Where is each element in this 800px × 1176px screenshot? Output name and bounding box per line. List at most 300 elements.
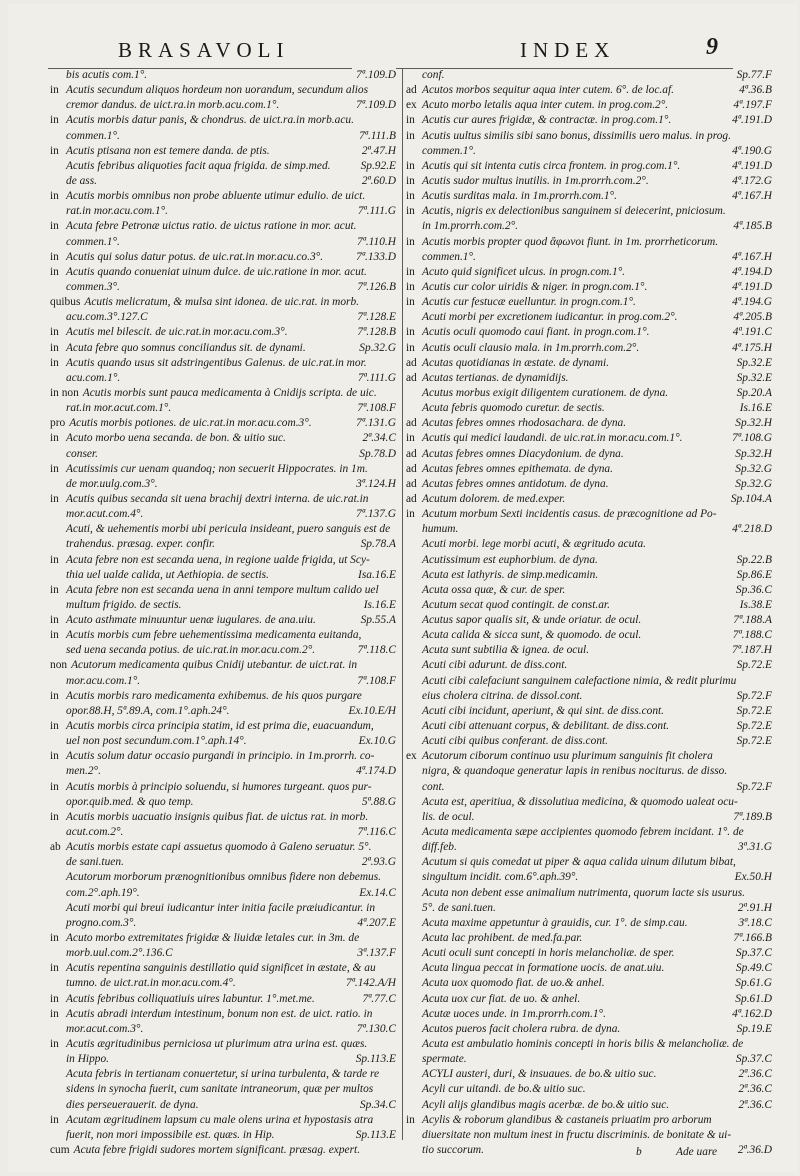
entry-text: Acutum morbum Sexti incidentis casus. de præcognitione ad Po- — [422, 508, 717, 521]
entry-text: tio succorum. — [422, 1143, 485, 1156]
entry-reference: Sp.55.A — [357, 613, 396, 628]
index-entry-line — [50, 113, 396, 128]
entry-reference: 7ª.130.C — [353, 1022, 396, 1037]
index-entry-line — [406, 886, 772, 901]
index-entry-line — [50, 992, 396, 1007]
entry-reference: 7ª.166.B — [729, 931, 772, 946]
entry-text: in 1m.prorrh.com.2°. — [422, 220, 519, 233]
entry-text: conser. — [66, 447, 98, 460]
entry-prefix: in — [50, 629, 59, 642]
entry-text: Acuta uox quomodo fiat. de uo.& anhel. — [422, 977, 605, 990]
signature-mark: b — [636, 1146, 642, 1158]
entry-text: Acutam ægritudinem lapsum cu male olens urina et hypostasis atra — [66, 1113, 374, 1126]
index-entry-line — [406, 810, 772, 825]
entry-prefix: in — [50, 962, 59, 975]
entry-text: thia uel ualde calida, ut Aethiopia. de sectis. — [66, 568, 269, 581]
entry-prefix: in — [50, 190, 59, 203]
entry-text: Acuti, & uehementis morbi ubi pericula insideant, puero sanguis est de — [66, 523, 391, 536]
entry-text: tumno. de uict.rat.in mor.acu.com.4°. — [66, 977, 236, 990]
entry-reference: 4ª.172.G — [728, 174, 772, 189]
entry-text: opor.88.H, 5ª.89.A, com.1°.aph.24°. — [66, 704, 230, 717]
index-entry-line — [406, 1082, 772, 1097]
index-entry-line — [406, 689, 772, 704]
entry-text: Acuto morbo extremitates frigidæ & liuidæ letales cur. in 3m. de — [66, 932, 360, 945]
entry-reference: Sp.36.C — [732, 583, 772, 598]
index-entry-line — [50, 159, 396, 174]
entry-reference: Ex.10.G — [355, 734, 396, 749]
entry-text: Acutos morbos sequitur aqua inter cutem. 6°. de loc.af. — [422, 84, 674, 97]
entry-reference: 2ª.36.C — [734, 1082, 772, 1097]
entry-text: Acutis quando conueniat uinum dulce. de uic.ratione in mor. acut. — [66, 265, 367, 278]
index-entry-line — [50, 1113, 396, 1128]
index-entry-line — [406, 386, 772, 401]
entry-reference: 4ª.162.D — [728, 1007, 772, 1022]
index-entry-line — [406, 477, 772, 492]
index-entry-line — [406, 658, 772, 673]
entry-reference: 7ª.111.G — [354, 204, 396, 219]
index-entry-line — [50, 916, 396, 931]
entry-text: Acutis solum datur occasio purgandi in principio. in 1m.prorrh. co- — [66, 750, 375, 763]
index-entry-line — [406, 946, 772, 961]
entry-prefix: in — [50, 341, 59, 354]
entry-text: Acuta febre frigidi sudores mortem significant. præsag. expert. — [73, 1143, 361, 1156]
entry-reference: 7ª.133.D — [352, 250, 396, 265]
index-entry-line — [50, 1052, 396, 1067]
entry-text: acut.com.2°. — [66, 826, 124, 839]
entry-text: Acutis morbis propter quod ἄφωνοι fiunt. in 1m. prorrheticorum. — [422, 235, 719, 248]
entry-prefix: in — [406, 508, 415, 521]
index-entry-line — [406, 704, 772, 719]
entry-prefix: in — [50, 1007, 59, 1020]
entry-reference: 4ª.191.D — [728, 159, 772, 174]
index-entry-line — [50, 174, 396, 189]
entry-text: Acutis uultus similis sibi sano bonus, dissimilis uero malus. in prog. — [422, 129, 731, 142]
entry-text: Acutum secat quod contingit. de const.ar. — [422, 598, 610, 611]
entry-reference: 2ª.93.G — [358, 855, 396, 870]
entry-reference: Sp.20.A — [733, 386, 772, 401]
index-entry-line — [406, 764, 772, 779]
index-entry-line — [50, 658, 396, 673]
entry-text: Acutis cur festucæ euelluntur. in progn.com.1°. — [422, 296, 636, 309]
entry-text: Acutis qui medici laudandi. de uic.rat.in mor.acu.com.1°. — [422, 432, 683, 445]
entry-reference: 4ª.185.B — [729, 219, 772, 234]
index-entry-line — [406, 780, 772, 795]
index-entry-line — [406, 992, 772, 1007]
entry-reference: Sp.104.A — [727, 492, 772, 507]
catchword: Ade uare — [676, 1146, 718, 1158]
entry-text: rat.in mor.acu.com.1°. — [66, 205, 169, 218]
entry-text: Acylis & roborum glandibus & castaneis priuatim pro arborum — [422, 1113, 712, 1126]
entry-prefix: non — [50, 659, 68, 672]
index-entry-line — [406, 916, 772, 931]
entry-text: Acutas febres omnes Diacydonium. de dyna. — [422, 447, 624, 460]
entry-text: eius cholera citrina. de dissol.cont. — [422, 689, 583, 702]
index-entry-line — [406, 250, 772, 265]
index-entry-line — [50, 840, 396, 855]
entry-text: Acuta est ambulatio hominis concepti in horis bilis & melancholiæ. de — [422, 1038, 744, 1050]
entry-text: lis. de ocul. — [422, 810, 475, 823]
entry-reference: 7ª.189.B — [729, 810, 772, 825]
entry-reference: 4ª.194.G — [728, 295, 772, 310]
entry-text: Acuta febris in tertianam conuertetur, si urina turbulenta, & tarde re — [66, 1068, 380, 1081]
index-entry-line — [50, 250, 396, 265]
entry-text: opor.quib.med. & quo temp. — [66, 795, 194, 808]
index-entry-line — [406, 341, 772, 356]
index-entry-line — [406, 371, 772, 386]
entry-reference: Sp.22.B — [733, 553, 772, 568]
index-entry-line — [50, 1007, 396, 1022]
entry-prefix: ad — [406, 462, 417, 475]
index-entry-line — [50, 68, 396, 83]
entry-text: Acutas febres omnes rhodosachara. de dyna. — [422, 417, 627, 430]
index-entry-line — [406, 870, 772, 885]
index-entry-line — [406, 1037, 772, 1052]
entry-text: dies perseuerauerit. de dyna. — [66, 1098, 199, 1111]
entry-reference: 7ª.187.H — [728, 643, 772, 658]
index-entry-line — [406, 537, 772, 552]
entry-reference: 2ª.47.H — [358, 144, 396, 159]
entry-reference: Is.38.E — [736, 598, 772, 613]
index-entry-line — [406, 1052, 772, 1067]
entry-text: com.2°.aph.19°. — [66, 886, 140, 899]
entry-text: Acutas febres omnes epithemata. de dyna. — [422, 462, 613, 475]
entry-text: Acutis secundum aliquos hordeum non uorandum, secundum alios — [66, 84, 369, 97]
index-entry-line — [50, 749, 396, 764]
entry-text: commen.1°. — [66, 129, 120, 142]
index-entry-line — [50, 204, 396, 219]
entry-text: mor.acut.com.4°. — [66, 508, 144, 521]
index-entry-line — [50, 855, 396, 870]
index-entry-line — [406, 1007, 772, 1022]
entry-text: Acuto morbo uena secanda. de bon. & uitio suc. — [66, 432, 286, 445]
index-entry-line — [406, 68, 772, 83]
entry-prefix: in — [50, 1038, 59, 1050]
index-entry-line — [406, 204, 772, 219]
entry-reference: 7ª.128.E — [353, 310, 396, 325]
entry-text: Acuti cibi calefaciunt sanguinem calefactione nimia, & redit plurimu — [422, 674, 737, 687]
index-entry-line — [406, 719, 772, 734]
index-entry-line — [50, 1128, 396, 1143]
page-number: 9 — [706, 34, 718, 60]
index-entry-line — [50, 447, 396, 462]
entry-prefix: ex — [406, 750, 417, 763]
index-entry-line — [50, 643, 396, 658]
entry-text: Acuta febre non est secanda uena in anni tempore multum calido uel — [66, 583, 379, 596]
index-entry-line — [50, 628, 396, 643]
entry-reference: 7ª.110.H — [353, 235, 396, 250]
index-entry-line — [406, 795, 772, 810]
entry-text: sed uena secanda potius. de uic.rat.in mor.acu.com.2°. — [66, 644, 316, 657]
entry-reference: 7ª.142.A/H — [342, 976, 396, 991]
entry-prefix: in — [406, 205, 415, 218]
index-entry-line — [406, 643, 772, 658]
entry-text: sidens in synocha fuerit, cum sanitate intraneorum, quæ per multos — [66, 1083, 374, 1096]
entry-reference: 3ª.18.C — [734, 916, 772, 931]
entry-reference: Sp.32.E — [733, 356, 772, 371]
entry-reference: 2ª.91.H — [734, 901, 772, 916]
entry-prefix: in — [406, 296, 415, 309]
entry-reference: 7ª.188.C — [729, 628, 772, 643]
entry-reference: 4ª.194.D — [728, 265, 772, 280]
entry-text: Acutæ uoces unde. in 1m.prorrh.com.1°. — [422, 1007, 606, 1020]
index-entry-line — [406, 553, 772, 568]
entry-text: spermate. — [422, 1053, 467, 1066]
entry-text: ACYLI austeri, duri, & insuaues. de bo.& uitio suc. — [422, 1068, 657, 1081]
index-entry-line — [50, 462, 396, 477]
entry-reference: 4ª.207.E — [353, 916, 396, 931]
entry-reference: 3ª.124.H — [352, 477, 396, 492]
entry-reference: 3ª.137.F — [353, 946, 396, 961]
index-entry-line — [50, 764, 396, 779]
index-entry-line — [50, 553, 396, 568]
entry-prefix: in — [50, 689, 59, 702]
entry-prefix: in — [50, 265, 59, 278]
index-entry-line — [406, 522, 772, 537]
entry-prefix: in — [406, 432, 415, 445]
entry-prefix: in — [50, 492, 59, 505]
entry-text: singultum incidit. com.6°.aph.39°. — [422, 871, 579, 884]
index-entry-line — [406, 507, 772, 522]
index-entry-line — [406, 734, 772, 749]
entry-text: de ass. — [66, 174, 98, 187]
entry-text: Acutis repentina sanguinis destillatio quid significet in æstate, & au — [66, 962, 376, 975]
index-entry-line — [406, 492, 772, 507]
index-entry-line — [406, 1022, 772, 1037]
entry-text: Acutis cur color uiridis & niger. in progn.com.1°. — [422, 280, 648, 293]
entry-reference: Sp.37.C — [732, 946, 772, 961]
entry-reference: Sp.61.D — [731, 992, 772, 1007]
entry-prefix: in — [50, 583, 59, 596]
index-entry-line — [406, 749, 772, 764]
index-entry-line — [50, 341, 396, 356]
index-entry-line — [406, 129, 772, 144]
entry-text: trahendus. præsag. exper. confir. — [66, 538, 216, 551]
entry-text: Acutis morbis datur panis, & chondrus. de uict.ra.in morb.acu. — [66, 114, 354, 127]
entry-reference: Sp.32.H — [731, 416, 772, 431]
entry-reference: Sp.32.G — [731, 462, 772, 477]
index-entry-line — [406, 628, 772, 643]
index-entry-line — [406, 674, 772, 689]
entry-reference: Sp.113.E — [352, 1052, 396, 1067]
entry-text: acu.com.3°.127.C — [66, 311, 148, 324]
index-entry-line — [50, 1022, 396, 1037]
entry-reference: Sp.72.E — [733, 734, 772, 749]
entry-prefix: in — [50, 462, 59, 475]
entry-text: bis acutis com.1°. — [66, 69, 148, 81]
entry-text: Acutorum ciborum continuo usu plurimum sanguinis fit cholera — [422, 750, 713, 763]
entry-reference: 5ª.88.G — [358, 795, 396, 810]
index-entry-line — [406, 431, 772, 446]
entry-prefix: ex — [406, 99, 417, 112]
entry-text: Acuta sunt subtilia & ignea. de ocul. — [422, 644, 590, 657]
entry-text: 5°. de sani.tuen. — [422, 901, 496, 914]
entry-text: Acuta lingua peccat in formatione uocis. de anat.uiu. — [422, 962, 665, 975]
entry-text: Acuti cibi incidunt, aperiunt, & qui sint. de diss.cont. — [422, 704, 665, 717]
entry-prefix: in — [406, 159, 415, 172]
index-entry-line — [406, 219, 772, 234]
entry-text: Acuta febre Petronæ uictus ratio. de uictus ratione in mor. acut. — [66, 220, 357, 233]
entry-text: de sani.tuen. — [66, 856, 124, 869]
index-entry-line — [50, 795, 396, 810]
entry-text: Acutis febribus aliquoties facit aqua frigida. de simp.med. — [66, 159, 331, 172]
entry-prefix: ad — [406, 84, 417, 97]
entry-reference: Sp.32.E — [733, 371, 772, 386]
entry-text: morb.uul.com.2°.136.C — [66, 947, 173, 960]
entry-reference: 4ª.36.B — [735, 83, 772, 98]
index-entry-line — [406, 583, 772, 598]
left-column — [50, 68, 396, 1158]
index-entry-line — [406, 1098, 772, 1113]
index-entry-line — [50, 704, 396, 719]
entry-text: nigra, & quandoque generatur lapis in renibus nociturus. de disso. — [422, 765, 728, 778]
entry-prefix: ad — [406, 417, 417, 430]
entry-prefix: in — [50, 780, 59, 793]
index-entry-line — [50, 810, 396, 825]
entry-text: Acuta medicamenta sæpe accipientes quomodo febrem incidant. 1°. de — [422, 826, 744, 839]
entry-text: Acuto asthmate minuuntur uenæ iugulares. de ana.uiu. — [66, 614, 316, 627]
header-title: INDEX — [520, 38, 616, 62]
entry-text: Acutis quando usus sit adstringentibus Galenus. de uic.rat.in mor. — [66, 356, 367, 369]
entry-reference: 3ª.31.G — [734, 840, 772, 855]
entry-text: Acuta est, aperitiua, & dissolutiua medicina, & quomodo ualeat ocu- — [422, 795, 738, 808]
index-entry-line — [50, 371, 396, 386]
index-entry-line — [406, 280, 772, 295]
entry-text: mor.acu.com.1°. — [66, 674, 141, 687]
entry-prefix: in — [50, 114, 59, 127]
entry-text: humum. — [422, 523, 459, 536]
index-entry-line — [50, 522, 396, 537]
entry-text: Acutis mel bilescit. de uic.rat.in mor.acu.com.3°. — [66, 326, 288, 339]
index-entry-line — [406, 265, 772, 280]
entry-text: Acutis morbis circa principia statim, id est prima die, euacuandum, — [66, 720, 374, 733]
entry-reference: 4ª.197.F — [729, 98, 772, 113]
entry-reference: Sp.78.A — [357, 537, 396, 552]
entry-reference: Sp.37.C — [732, 1052, 772, 1067]
entry-prefix: in — [406, 265, 415, 278]
index-entry-line — [406, 931, 772, 946]
entry-prefix: ad — [406, 447, 417, 460]
entry-reference: Sp.113.E — [352, 1128, 396, 1143]
entry-text: Acutis morbis omnibus non probe abluente utimur edulio. de uict. — [66, 190, 366, 203]
entry-reference: 4ª.175.H — [728, 341, 772, 356]
entry-prefix: in — [50, 614, 59, 627]
entry-text: Acutorum medicamenta quibus Cnidij utebantur. de uict.rat. in — [71, 659, 358, 672]
index-entry-line — [50, 280, 396, 295]
index-entry-line — [406, 235, 772, 250]
entry-prefix: in — [50, 356, 59, 369]
entry-text: Acutis ægritudinibus perniciosa ut plurimum atra urina est. quæs. — [66, 1038, 368, 1050]
index-entry-line — [50, 961, 396, 976]
index-entry-line — [50, 98, 396, 113]
index-entry-line — [406, 1143, 772, 1158]
entry-text: Acuta uox cur fiat. de uo. & anhel. — [422, 992, 581, 1005]
entry-reference: 7ª.116.C — [354, 825, 396, 840]
entry-text: Acutis oculi clausio mala. in 1m.prorrh.com.2°. — [422, 341, 640, 354]
entry-prefix: in — [50, 250, 59, 263]
entry-text: diff.feb. — [422, 841, 457, 854]
index-entry-line — [406, 568, 772, 583]
index-entry-line — [50, 946, 396, 961]
index-entry-line — [50, 325, 396, 340]
entry-text: Acutis ptisana non est temere danda. de ptis. — [66, 144, 270, 157]
index-entry-line — [50, 734, 396, 749]
index-entry-line — [50, 295, 396, 310]
entry-reference: Sp.32.H — [731, 447, 772, 462]
entry-prefix: ad — [406, 356, 417, 369]
entry-text: Acutis morbis estate capi assuetus quomodo à Galeno seruatur. 5°. — [66, 841, 372, 854]
entry-text: Acuti morbi per excretionem iudicantur. in prog.com.2°. — [422, 311, 678, 324]
index-entry-line — [406, 1113, 772, 1128]
index-entry-line — [406, 447, 772, 462]
index-entry-line — [50, 931, 396, 946]
entry-text: Acutas quotidianas in æstate. de dynami. — [422, 356, 609, 369]
entry-text: commen.1°. — [422, 250, 476, 263]
index-entry-line — [50, 1098, 396, 1113]
entry-reference: 7ª.131.G — [352, 416, 396, 431]
index-entry-line — [50, 416, 396, 431]
entry-reference: 2ª.36.C — [734, 1098, 772, 1113]
index-entry-line — [406, 1067, 772, 1082]
index-entry-line — [406, 961, 772, 976]
entry-text: Acutis morbis sunt pauca medicamenta à Cnidijs scripta. de uic. — [82, 386, 377, 399]
index-entry-line — [406, 295, 772, 310]
entry-text: in Hippo. — [66, 1053, 110, 1066]
index-entry-line — [50, 477, 396, 492]
entry-text: Acutis qui sit intenta cutis circa frontem. in prog.com.1°. — [422, 159, 681, 172]
index-entry-line — [406, 189, 772, 204]
index-entry-line — [50, 825, 396, 840]
entry-text: Acutis oculi quomodo caui fiant. in progn.com.1°. — [422, 326, 650, 339]
entry-reference: 4ª.218.D — [728, 522, 772, 537]
entry-text: Acutis, nigris ex delectionibus sanguinem si deiecerint, pniciosum. — [422, 205, 726, 218]
entry-text: fuerit, non mori impossibile est. quæs. in Hip. — [66, 1128, 275, 1141]
entry-prefix: in — [406, 235, 415, 248]
entry-reference: 4ª.167.H — [728, 189, 772, 204]
entry-text: Acuta calida & sicca sunt, & quomodo. de ocul. — [422, 629, 642, 642]
entry-text: Acutissimum est euphorbium. de dyna. — [422, 553, 598, 566]
entry-reference: Sp.78.D — [355, 447, 396, 462]
entry-reference: Is.16.E — [736, 401, 772, 416]
index-entry-line — [406, 901, 772, 916]
entry-text: Acuta maxime appetuntur à grauidis, cur. 1°. de simp.cau. — [422, 916, 688, 929]
index-entry-line — [50, 235, 396, 250]
entry-text: Acutos pueros facit cholera rubra. de dyna. — [422, 1022, 621, 1035]
entry-reference: 7ª.126.B — [353, 280, 396, 295]
entry-text: Acutis morbis uacuatio insignis quibus fiat. de uictus rat. in morb. — [66, 810, 369, 823]
entry-reference: 7ª.77.C — [358, 992, 396, 1007]
entry-text: Acuti cibi attenuant corpus, & debilitant. de diss.cont. — [422, 720, 670, 733]
index-entry-line — [406, 401, 772, 416]
entry-reference: 7ª.128.B — [353, 325, 396, 340]
entry-text: Acuta ossa quæ, & cur. de sper. — [422, 583, 566, 596]
entry-reference: 4ª.191.D — [728, 280, 772, 295]
entry-text: Acuta febre non est secanda uena, in regione ualde frigida, ut Scy- — [66, 553, 370, 566]
entry-reference: Ex.10.E/H — [345, 704, 396, 719]
entry-prefix: in — [50, 220, 59, 233]
entry-text: Acutas tertianas. de dynamidijs. — [422, 371, 569, 384]
entry-text: acu.com.1°. — [66, 371, 121, 384]
index-entry-line — [50, 189, 396, 204]
entry-prefix: in — [50, 750, 59, 763]
index-entry-line — [406, 310, 772, 325]
entry-text: progno.com.3°. — [66, 916, 137, 929]
entry-text: Acutissimis cur uenam quandoq; non secuerit Hippocrates. in 1m. — [66, 462, 368, 475]
entry-reference: 4ª.191.C — [729, 325, 772, 340]
entry-text: diuersitate non multum inest in fructu discriminis. de bonitate & ui- — [422, 1128, 732, 1141]
entry-text: Acutis morbis à principio soluendu, si humores turgeant. quos pur- — [66, 780, 372, 793]
index-entry-line — [50, 613, 396, 628]
entry-reference: 2ª.36.C — [734, 1067, 772, 1082]
